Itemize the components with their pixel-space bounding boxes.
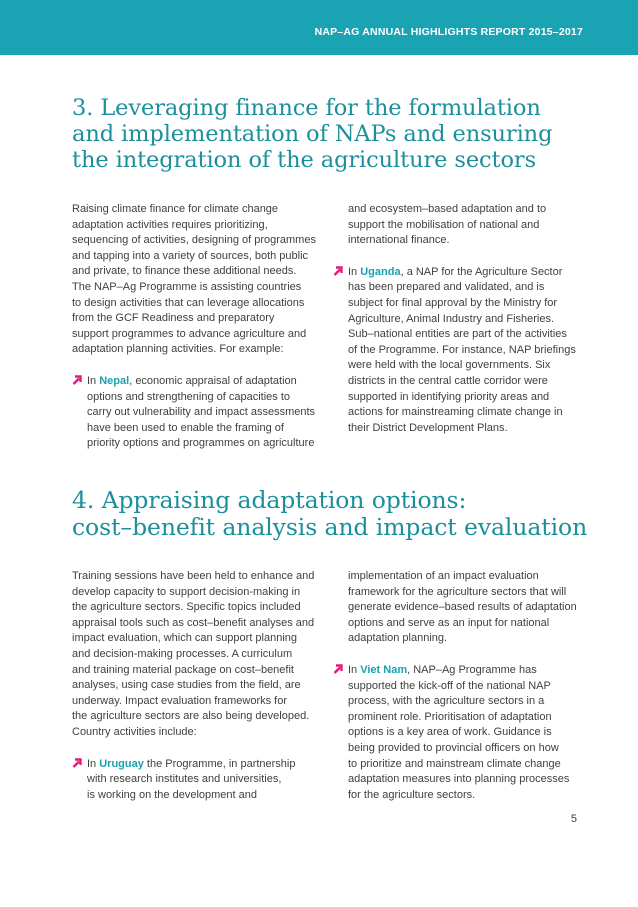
bullet-prefix: In (87, 374, 100, 387)
country-viet-nam: Viet Nam (360, 663, 408, 676)
text-line: to design activities that can leverage allocations (72, 296, 305, 309)
text-line: of the Programme. For instance, NAP briefings (348, 343, 576, 356)
text-line: priority options and programmes on agriculture (87, 437, 315, 450)
text-line: for the agriculture sectors. (348, 788, 476, 801)
country-nepal: Nepal (99, 374, 130, 387)
text-line: from the GCF Readiness and preparatory (72, 312, 275, 325)
bullet-prefix: In (348, 663, 361, 676)
text-line: have been used to enable the framing of (87, 421, 284, 434)
text-line: develop capacity to support decision-making in (72, 585, 301, 598)
bullet-first-line (348, 663, 578, 679)
bullet-first-line (87, 757, 327, 773)
text-line: implementation of an impact evaluation (348, 570, 539, 582)
bullet-nepal (72, 374, 327, 452)
section-3-left-column (72, 202, 327, 452)
bullet-first-line (87, 374, 327, 390)
text-line: adaptation planning activities. For example: (72, 343, 284, 356)
section-4-right-column (333, 569, 578, 803)
text-line: subject for final approval by the Ministry for (348, 296, 558, 309)
bullet-text: , economic appraisal of adaptation (129, 374, 297, 387)
continuation-paragraph (333, 569, 578, 647)
report-title: NAP–AG ANNUAL HIGHLIGHTS REPORT 2015–2017 (314, 26, 583, 38)
header-band (0, 0, 638, 55)
text-line: options and strengthening of capacities to (87, 390, 291, 403)
heading-line: and implementation of NAPs and ensuring (72, 121, 553, 147)
heading-line: 4. Appraising adaptation options: (72, 486, 467, 514)
text-line: international finance. (348, 234, 450, 247)
section-3-heading (72, 95, 552, 173)
section-4-left-column (72, 569, 327, 803)
bullet-text: , NAP–Ag Programme has (407, 663, 537, 676)
text-line: supported the kick-off of the national NAP (348, 679, 551, 692)
text-line: The NAP–Ag Programme is assisting countries (72, 280, 302, 293)
text-line: support the mobilisation of national and (348, 218, 540, 231)
text-line: underway. Impact evaluation frameworks for (72, 694, 287, 707)
text-line: actions for mainstreaming climate change in (348, 406, 563, 419)
heading-line: the integration of the agriculture sectors (72, 147, 537, 173)
bullet-uganda (333, 265, 578, 437)
arrow-up-right-icon (333, 266, 343, 276)
text-line: framework for the agriculture sectors that will (348, 585, 567, 598)
text-line: being provided to provincial officers on how (348, 741, 559, 754)
text-line: adaptation planning. (348, 632, 448, 645)
text-line: options is a key area of work. Guidance is (348, 726, 552, 739)
arrow-up-right-icon (333, 664, 343, 674)
section-3-right-column (333, 202, 578, 436)
country-uganda: Uganda (360, 265, 401, 278)
bullet-prefix: In (348, 265, 361, 278)
text-line: Agriculture, Animal Industry and Fisheries. (348, 312, 555, 325)
text-line: carry out vulnerability and impact assessments (87, 406, 316, 419)
intro-paragraph (72, 569, 327, 741)
text-line: analyses, using case studies from the field, are (72, 679, 301, 692)
bullet-uruguay (72, 757, 327, 804)
text-line: their District Development Plans. (348, 421, 508, 434)
text-line: with research institutes and universities, (87, 773, 282, 786)
country-uruguay: Uruguay (99, 757, 144, 770)
text-line: appraisal tools such as cost–benefit analyses and (72, 616, 315, 629)
text-line: is working on the development and (87, 788, 257, 801)
bullet-text: , a NAP for the Agriculture Sector (400, 265, 563, 278)
text-line: Sub–national entities are part of the activities (348, 328, 567, 341)
text-line: generate evidence–based results of adaptation (348, 601, 577, 614)
text-line: and ecosystem–based adaptation and to (348, 203, 547, 215)
text-line: and training material package on cost–benefit (72, 663, 294, 676)
text-line: districts in the central cattle corridor were (348, 374, 548, 387)
page-number: 5 (570, 813, 577, 825)
text-line: Raising climate finance for climate change (72, 203, 279, 215)
heading-line: 3. Leveraging finance for the formulation (72, 95, 541, 121)
text-line: the agriculture sectors are also being developed. (72, 710, 310, 723)
arrow-up-right-icon (72, 375, 82, 385)
arrow-up-right-icon (72, 758, 82, 768)
text-line: Training sessions have been held to enhance and (72, 570, 315, 582)
bullet-text: the Programme, in partnership (143, 757, 296, 770)
text-line: adaptation measures into planning processes (348, 773, 570, 786)
text-line: were held with the local governments. Six (348, 359, 551, 372)
continuation-paragraph (333, 202, 578, 249)
text-line: Country activities include: (72, 725, 197, 738)
section-4-heading (72, 487, 587, 541)
text-line: impact evaluation, which can support planning (72, 632, 298, 645)
text-line: to prioritize and mainstream climate change (348, 757, 561, 770)
text-line: and private, to finance these additional needs. (72, 265, 297, 278)
text-line: the agriculture sectors. Specific topics included (72, 601, 301, 614)
bullet-viet-nam (333, 663, 578, 803)
text-line: and decision-making processes. A curriculum (72, 647, 293, 660)
text-line: prominent role. Prioritisation of adaptation (348, 710, 552, 723)
heading-line: cost–benefit analysis and impact evaluation (72, 513, 588, 541)
text-line: process, with the agriculture sectors in a (348, 695, 545, 708)
text-line: has been prepared and validated, and is (348, 281, 545, 294)
text-line: sequencing of activities, designing of programmes (72, 234, 316, 247)
text-line: supported in identifying priority areas and (348, 390, 550, 403)
bullet-prefix: In (87, 757, 100, 770)
intro-paragraph (72, 202, 327, 358)
text-line: options and serve as an input for national (348, 616, 550, 629)
bullet-first-line (348, 265, 578, 281)
text-line: support programmes to advance agriculture and (72, 327, 307, 340)
text-line: adaptation activities requires prioritizing, (72, 218, 268, 231)
text-line: and tapping into a variety of sources, both public (72, 249, 309, 262)
